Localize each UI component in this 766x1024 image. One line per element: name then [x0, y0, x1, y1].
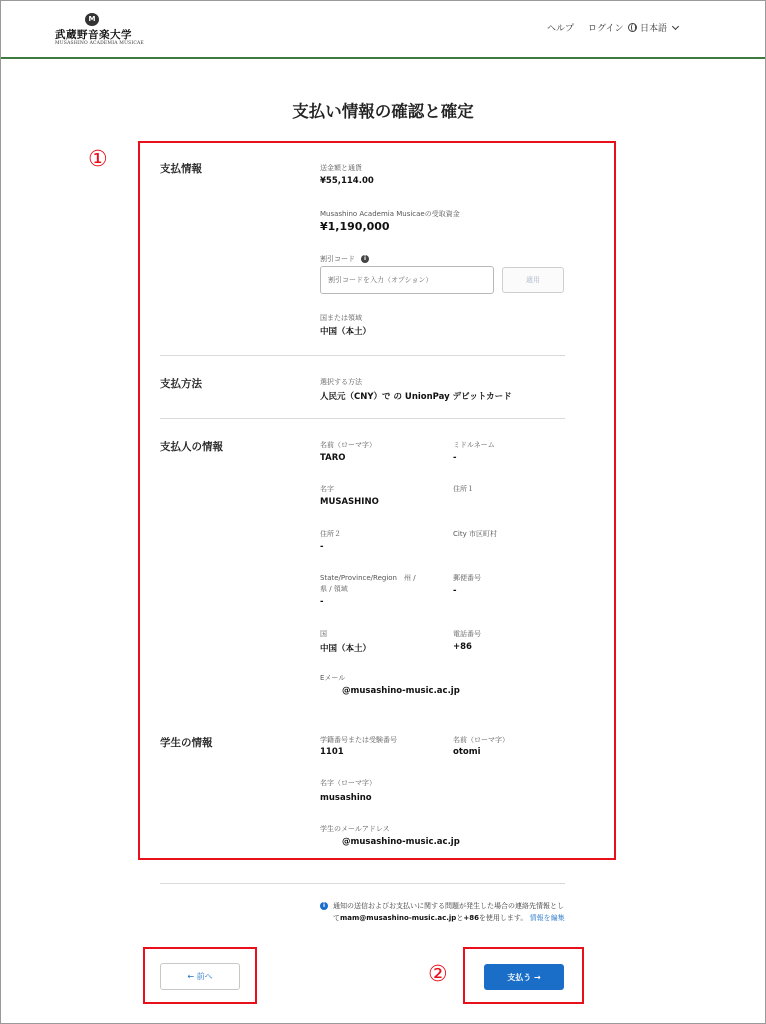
payer-email-label: Eメール — [320, 674, 346, 682]
section-label-payer-info: 支払人の情報 — [160, 441, 223, 453]
method-label: 選択する方法 — [320, 378, 362, 386]
student-email-label: 学生のメールアドレス — [320, 825, 390, 833]
student-surname-label: 名字（ローマ字） — [320, 779, 376, 787]
payer-postal-value: - — [453, 586, 457, 596]
payer-email-value: @musashino-music.ac.jp — [342, 686, 460, 696]
edit-info-link[interactable]: 情報を編集 — [529, 914, 565, 922]
payer-address2-value: - — [320, 542, 324, 552]
payer-phone-label: 電話番号 — [453, 630, 481, 638]
receive-amount-label: Musashino Academia Musicaeの受取資金 — [320, 210, 460, 218]
section-label-payment-info: 支払情報 — [160, 163, 202, 175]
notice-email: mam@musashino-music.ac.jp — [340, 914, 457, 922]
annotation-marker-2: ② — [428, 962, 448, 987]
discount-code-input[interactable] — [321, 267, 493, 293]
country-value: 中国（本土） — [320, 327, 372, 337]
info-icon[interactable]: i — [361, 255, 369, 263]
payer-address2-label: 住所２ — [320, 530, 341, 538]
logo-emblem-icon: M — [85, 13, 99, 26]
student-name-value: otomi — [453, 747, 481, 757]
notice-text-2: と — [456, 914, 464, 922]
payer-address1-label: 住所１ — [453, 485, 474, 493]
university-logo[interactable] — [55, 13, 144, 47]
student-id-value: 1101 — [320, 747, 344, 757]
notice-text-1: 通知の送信およびお支払いに関する問題が発生した場合の連絡先情報として — [333, 902, 564, 922]
receive-amount-value: ¥1,190,000 — [320, 220, 390, 233]
page-title: 支払い情報の確認と確定 — [292, 102, 474, 121]
payer-name-value: TARO — [320, 453, 346, 463]
notice-phone: +86 — [463, 914, 479, 922]
logo-english-name: MUSASHINO ACADEMIA MUSICAE — [55, 41, 144, 46]
payer-state-label-line2: 県 / 領域 — [320, 585, 348, 593]
section-label-payment-method: 支払方法 — [160, 378, 202, 390]
payer-middle-name-value: - — [453, 453, 457, 463]
payer-country-value: 中国（本土） — [320, 644, 372, 654]
payer-name-label: 名前（ローマ字） — [320, 441, 376, 449]
discount-code-label: 割引コード — [320, 255, 355, 263]
discount-code-label-row — [320, 254, 369, 264]
payer-state-label-line1: State/Province/Region 州 / — [320, 574, 416, 582]
annotation-marker-1: ① — [88, 147, 108, 172]
section-label-student-info: 学生の情報 — [160, 737, 213, 749]
nav-login-link[interactable]: ログイン — [588, 24, 624, 34]
payer-phone-value: +86 — [453, 642, 472, 652]
payer-postal-label: 郵便番号 — [453, 574, 481, 582]
language-label: 日本語 — [640, 24, 668, 34]
pay-button[interactable]: 支払う → — [484, 964, 564, 990]
payer-city-label: City 市区町村 — [453, 530, 497, 538]
info-icon: i — [320, 902, 328, 910]
payer-state-value: - — [320, 597, 324, 607]
country-label: 国または領域 — [320, 314, 362, 322]
discount-code-field[interactable] — [320, 266, 494, 294]
section-divider — [160, 418, 565, 419]
student-email-value: @musashino-music.ac.jp — [342, 837, 460, 847]
payer-country-label: 国 — [320, 630, 327, 638]
method-value: 人民元（CNY）で の UnionPay デビットカード — [320, 392, 512, 402]
language-selector[interactable] — [628, 21, 678, 34]
student-surname-value: musashino — [320, 793, 372, 803]
back-button[interactable]: ← 前へ — [160, 963, 240, 990]
chevron-down-icon — [672, 22, 679, 29]
logo-japanese-name: 武蔵野音楽大学 — [55, 29, 132, 41]
nav-help-link[interactable]: ヘルプ — [547, 24, 575, 34]
section-divider — [160, 355, 565, 356]
student-name-label: 名前（ローマ字） — [453, 736, 509, 744]
notice-text-3: を使用します。 — [478, 914, 528, 922]
section-divider — [160, 883, 565, 884]
student-id-label: 学籍番号または受験番号 — [320, 736, 397, 744]
payer-middle-name-label: ミドルネーム — [453, 441, 495, 449]
payer-surname-label: 名字 — [320, 485, 334, 493]
contact-notice — [333, 900, 565, 924]
globe-icon — [628, 23, 637, 32]
site-header — [1, 1, 765, 59]
apply-discount-button[interactable]: 適用 — [502, 267, 564, 293]
send-amount-label: 送金額と通貨 — [320, 164, 362, 172]
send-amount-value: ¥55,114.00 — [320, 176, 374, 186]
payer-surname-value: MUSASHINO — [320, 497, 379, 507]
